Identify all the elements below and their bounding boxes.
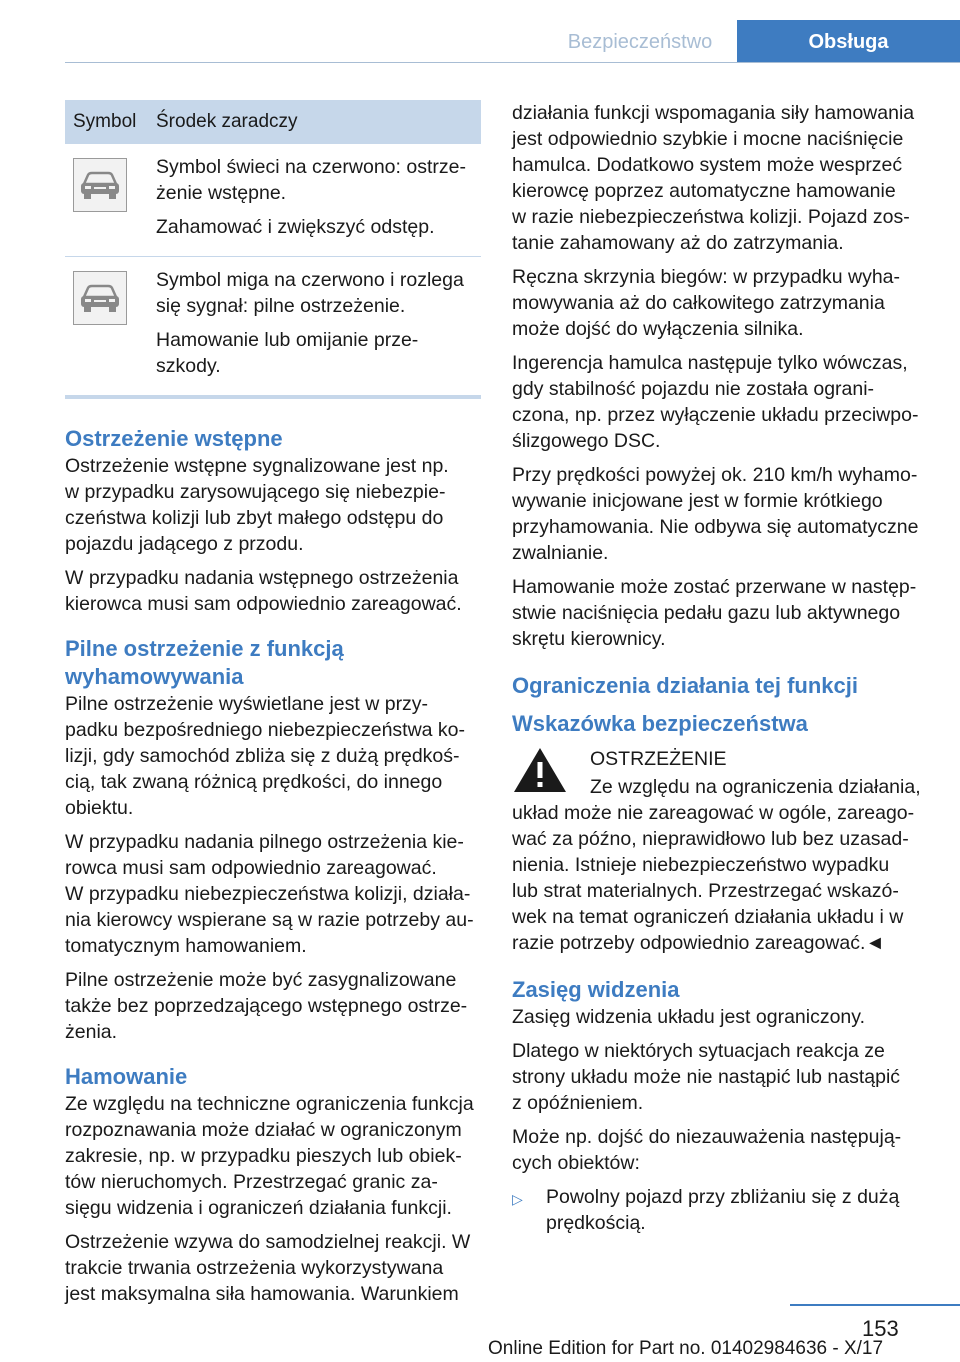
tab-bezpieczenstwo[interactable]: Bezpieczeństwo	[567, 31, 713, 53]
page-number: 153	[862, 1316, 899, 1341]
left-column	[65, 100, 481, 1315]
col-header-symbol: Symbol	[65, 100, 148, 144]
tab-obsluga[interactable]: Obsługa	[737, 20, 960, 62]
heading-function-limits: Ograniczenia działania tej funkcji	[512, 673, 858, 698]
heading-safety-note: Wskazówka bezpieczeństwa	[512, 711, 808, 736]
edition-note: Online Edition for Part no. 01402984636 - X/17	[488, 1338, 884, 1359]
paragraph: działania funkcji wspomagania siły hamowania jest odpowiednio szybkie i mocne naciśnięcie hamulca. Dodatkowo system może wesprzeć kierowcę poprzez automatyczne hamowanie w razie niebezpieczeństwa kolizji. Pojazd zos- tanie zahamowany aż do zatrzymania.	[512, 102, 915, 254]
paragraph: Ostrzeżenie wstępne sygnalizowane jest np. w przypadku zarysowującego się niebezpie- czeństwa kolizji lub zbyt małego odstępu do pojazdu jadącego z przodu.	[65, 455, 449, 555]
table-row	[65, 257, 481, 398]
heading-urgent-warning: Pilne ostrzeżenie z funkcją wyhamowywania	[65, 636, 344, 689]
paragraph: Ostrzeżenie wzywa do samodzielnej reakcji. W trakcie trwania ostrzeżenia wykorzystywana jest maksymalna siła hamowania. Warunkiem	[65, 1231, 471, 1305]
warning-text-first-line: Ze względu na ograniczenia działania,	[590, 776, 921, 798]
list-item-text: Powolny pojazd przy zbliżaniu się z dużą prędkością.	[546, 1186, 900, 1234]
footer-divider	[790, 1304, 960, 1306]
header-divider	[65, 62, 960, 63]
paragraph: Zasięg widzenia układu jest ograniczony.	[512, 1006, 865, 1028]
paragraph: Ręczna skrzynia biegów: w przypadku wyha- mowywania aż do całkowitego zatrzymania może dojść do wyłączenia silnika.	[512, 266, 901, 340]
warning-block	[512, 746, 932, 800]
symbol-table	[65, 100, 481, 399]
heading-field-of-view: Zasięg widzenia	[512, 977, 680, 1002]
paragraph: Dlatego w niektórych sytuacjach reakcja ze strony układu może nie nastąpić lub nastąpić z opóźnieniem.	[512, 1040, 901, 1114]
paragraph: Ingerencja hamulca następuje tylko wówczas, gdy stabilność pojazdu nie została ograni- czona, np. przez wyłączenie układu przeciwpo- ślizgowego DSC.	[512, 352, 919, 452]
paragraph: Może np. dojść do niezauważenia następują- cych obiektów:	[512, 1126, 902, 1174]
row-text: Symbol świeci na czerwono: ostrze- żenie wstępne.	[156, 156, 466, 204]
paragraph: Pilne ostrzeżenie może być zasygnalizowane także bez poprzedzającego wstępnego ostrze- żenia.	[65, 969, 468, 1043]
triangle-bullet-icon: ▷	[512, 1191, 523, 1207]
paragraph: W przypadku nadania pilnego ostrzeżenia kie- rowca musi sam odpowiednio zareagować. W przypadku niebezpieczeństwa kolizji, działa- nia kierowcy wspierane są w razie potrzeby au- tomatycznym hamowaniem.	[65, 831, 474, 957]
list-item	[512, 1184, 932, 1244]
header-bar	[0, 0, 960, 62]
paragraph: Hamowanie może zostać przerwane w następ- stwie naciśnięcia pedału gazu lub aktywnego skrętu kierownicy.	[512, 576, 917, 650]
car-front-icon	[73, 158, 127, 212]
paragraph: Ze względu na techniczne ograniczenia funkcja rozpoznawania może działać w ograniczonym zakresie, np. w przypadku pieszych lub obiek- tów nieruchomych. Przestrzegać granic za- sięgu widzenia i ograniczeń działania funkcji.	[65, 1093, 474, 1219]
row-text: Hamowanie lub omijanie prze- szkody.	[156, 329, 419, 377]
right-column	[512, 100, 932, 1244]
paragraph: W przypadku nadania wstępnego ostrzeżenia kierowca musi sam odpowiednio zareagować.	[65, 567, 462, 615]
heading-preliminary-warning: Ostrzeżenie wstępne	[65, 426, 283, 451]
row-text: Symbol miga na czerwono i rozlega się sygnał: pilne ostrzeżenie.	[156, 269, 464, 317]
row-text: Zahamować i zwiększyć odstęp.	[156, 216, 435, 238]
car-front-icon	[73, 271, 127, 325]
warning-title: OSTRZEŻENIE	[590, 748, 727, 770]
col-header-action: Środek zaradczy	[148, 100, 481, 144]
paragraph: Przy prędkości powyżej ok. 210 km/h wyhamo- wywanie inicjowane jest w formie krótkiego przyhamowania. Nie odbywa się automatyczne zwalnianie.	[512, 464, 919, 564]
table-row	[65, 144, 481, 257]
warning-triangle-icon	[512, 746, 568, 794]
warning-text: układ może nie zareagować w ogóle, zareago- wać za późno, nieprawidłowo lub bez uzasad- nienia. Istnieje niebezpieczeństwo wypadku lub strat materialnych. Przestrzegać wskazó- wek na temat ograniczeń działania układu i w razie potrzeby odpowiednio zareagować.◄	[512, 802, 915, 954]
paragraph: Pilne ostrzeżenie wyświetlane jest w przy- padku bezpośredniego niebezpieczeństwa ko- lizji, gdy samochód zbliża się z dużą prędkoś- cią, tak zwaną różnicą prędkości, do innego obiektu.	[65, 693, 466, 819]
heading-braking: Hamowanie	[65, 1064, 188, 1089]
